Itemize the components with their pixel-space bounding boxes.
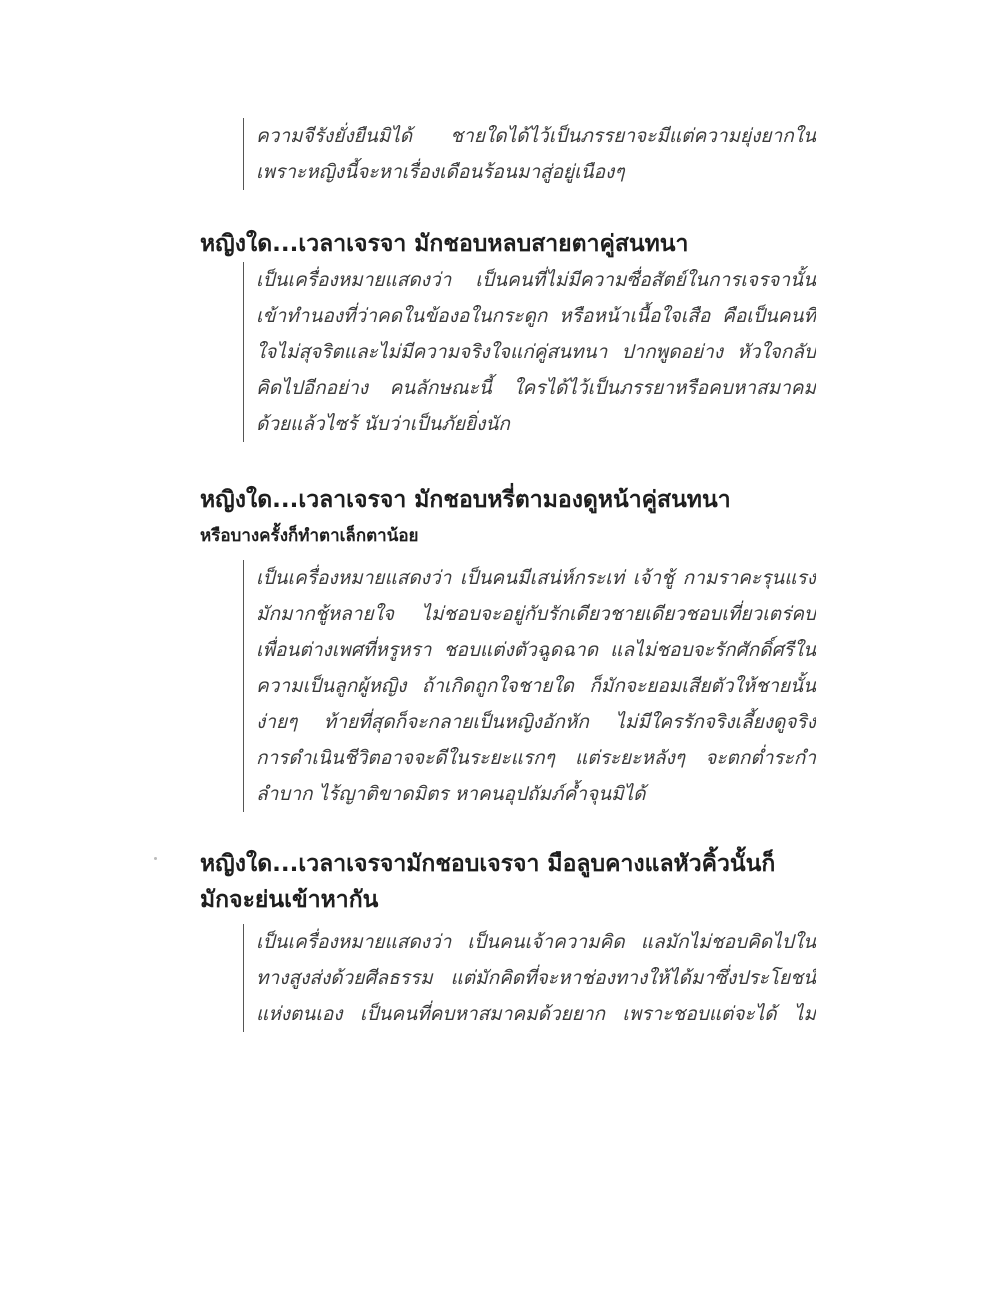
paragraph-line: ทางสูงส่งด้วยศีลธรรม แต่มักคิดที่จะหาช่องทางให้ได้มาซึ่งประโยชน์	[256, 967, 816, 989]
paragraph-line: เพื่อนต่างเพศที่หรูหรา ชอบแต่งตัวฉูดฉาด แลไม่ชอบจะรักศักดิ์ศรีใน	[256, 639, 816, 661]
paragraph-line: เป็นเครื่องหมายแสดงว่า เป็นคนมีเสน่ห์กระเท่ เจ้าชู้ กามราคะรุนแรง	[256, 567, 816, 589]
paragraph-continuation	[243, 118, 816, 190]
paragraph-line: ความจีรังยั่งยืนมิได้ ชายใดได้ไว้เป็นภรรยาจะมีแต่ความยุ่งยากใน	[256, 125, 816, 147]
paragraph-line: มักมากชู้หลายใจ ไม่ชอบจะอยู่กับรักเดียวชายเดียวชอบเที่ยวเตร่คบ	[256, 603, 816, 625]
section-heading-continued: มักจะย่นเข้าหากัน	[200, 887, 379, 913]
paragraph-line: ใจไม่สุจริตและไม่มีความจริงใจแก่คู่สนทนา ปากพูดอย่าง หัวใจกลับ	[256, 341, 816, 363]
paragraph-line: ด้วยแล้วไซร้ นับว่าเป็นภัยยิ่งนัก	[256, 413, 510, 435]
paragraph-line: คิดไปอีกอย่าง คนลักษณะนี้ ใครได้ไว้เป็นภรรยาหรือคบหาสมาคม	[256, 377, 816, 399]
paragraph-line: ง่ายๆ ท้ายที่สุดก็จะกลายเป็นหญิงอักหัก ไม่มีใครรักจริงเลี้ยงดูจริง	[256, 711, 816, 733]
paragraph-line: เป็นเครื่องหมายแสดงว่า เป็นคนที่ไม่มีความซื่อสัตย์ในการเจรจานั้น	[256, 269, 816, 291]
paragraph-line: ลำบาก ไร้ญาติขาดมิตร หาคนอุปถัมภ์ค้ำจุนมิได้	[256, 783, 646, 805]
section-heading: หญิงใด...เวลาเจรจา มักชอบหลบสายตาคู่สนทนา	[200, 231, 689, 257]
section-heading: หญิงใด...เวลาเจรจา มักชอบหรี่ตามองดูหน้าคู่สนทนา	[200, 487, 731, 513]
paragraph-block	[243, 560, 816, 812]
paragraph-line: แห่งตนเอง เป็นคนที่คบหาสมาคมด้วยยาก เพราะชอบแต่จะได้ ไม่	[256, 1003, 816, 1025]
scan-speck	[154, 857, 157, 860]
paragraph-block	[243, 262, 816, 442]
paragraph-line: เพราะหญิงนี้จะหาเรื่องเดือนร้อนมาสู่อยู่เนืองๆ	[256, 161, 625, 183]
paragraph-block	[243, 924, 816, 1032]
section-subheading: หรือบางครั้งก็ทำตาเล็กตาน้อย	[200, 526, 419, 546]
section-heading: หญิงใด...เวลาเจรจามักชอบเจรจา มือลูบคางแลหัวคิ้วนั้นก็	[200, 851, 776, 877]
paragraph-line: เข้าทำนองที่ว่าคดในข้องอในกระดูก หรือหน้าเนื้อใจเสือ คือเป็นคนที่	[256, 305, 816, 327]
paragraph-line: เป็นเครื่องหมายแสดงว่า เป็นคนเจ้าความคิด แลมักไม่ชอบคิดไปใน	[256, 931, 816, 953]
paragraph-line: ความเป็นลูกผู้หญิง ถ้าเกิดถูกใจชายใด ก็มักจะยอมเสียตัวให้ชายนั้น	[256, 675, 816, 697]
paragraph-line: การดำเนินชีวิตอาจจะดีในระยะแรกๆ แต่ระยะหลังๆ จะตกต่ำระกำ	[256, 747, 816, 769]
